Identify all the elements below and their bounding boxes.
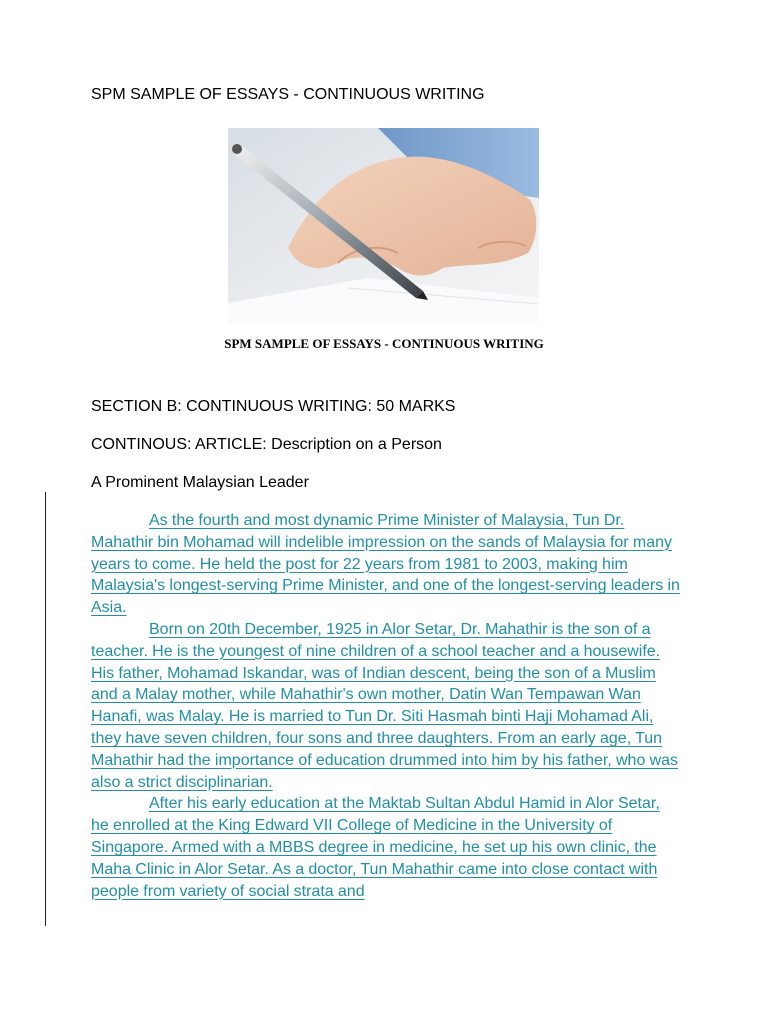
revision-margin-bar [45,492,46,926]
task-heading: CONTINOUS: ARTICLE: Description on a Person [91,436,442,453]
section-heading: SECTION B: CONTINUOUS WRITING: 50 MARKS [91,398,456,415]
essay-paragraph[interactable]: After his early education at the Maktab Sultan Abdul Hamid in Alor Setar, he enrolled at the King Edward VII College of Medicine in the University of Singapore. Armed with a MBBS degree in medicine, he set up his own clinic, the Maha Clinic in Alor Setar. As a doctor, Tun Mahathir came into close contact with people from variety of social strata and [91,795,660,900]
essay-paragraph[interactable]: As the fourth and most dynamic Prime Minister of Malaysia, Tun Dr. Mahathir bin Mohamad will indelible impression on the sands of Malaysia for many years to come. He held the post for 22 years from 1981 to 2003, making him Malaysia's longest-serving Prime Minister, and one of the longest-serving leaders in Asia. [91,512,680,617]
hand-writing-photo [228,128,539,323]
essay-body [91,510,681,902]
figure-caption: SPM SAMPLE OF ESSAYS - CONTINUOUS WRITING [224,336,544,351]
document-title: SPM SAMPLE OF ESSAYS - CONTINUOUS WRITING [91,86,485,103]
essay-title: A Prominent Malaysian Leader [91,474,309,491]
essay-paragraph[interactable]: Born on 20th December, 1925 in Alor Setar, Dr. Mahathir is the son of a teacher. He is the youngest of nine children of a school teacher and a housewife. His father, Mohamad Iskandar, was of Indian descent, being the son of a Muslim and a Malay mother, while Mahathir's own mother, Datin Wan Tempawan Wan Hanafi, was Malay. He is married to Tun Dr. Siti Hasmah binti Haji Mohamad Ali, they have seven children, four sons and three daughters. From an early age, Tun Mahathir had the importance of education drummed into him by his father, who was also a strict disciplinarian. [91,620,679,791]
